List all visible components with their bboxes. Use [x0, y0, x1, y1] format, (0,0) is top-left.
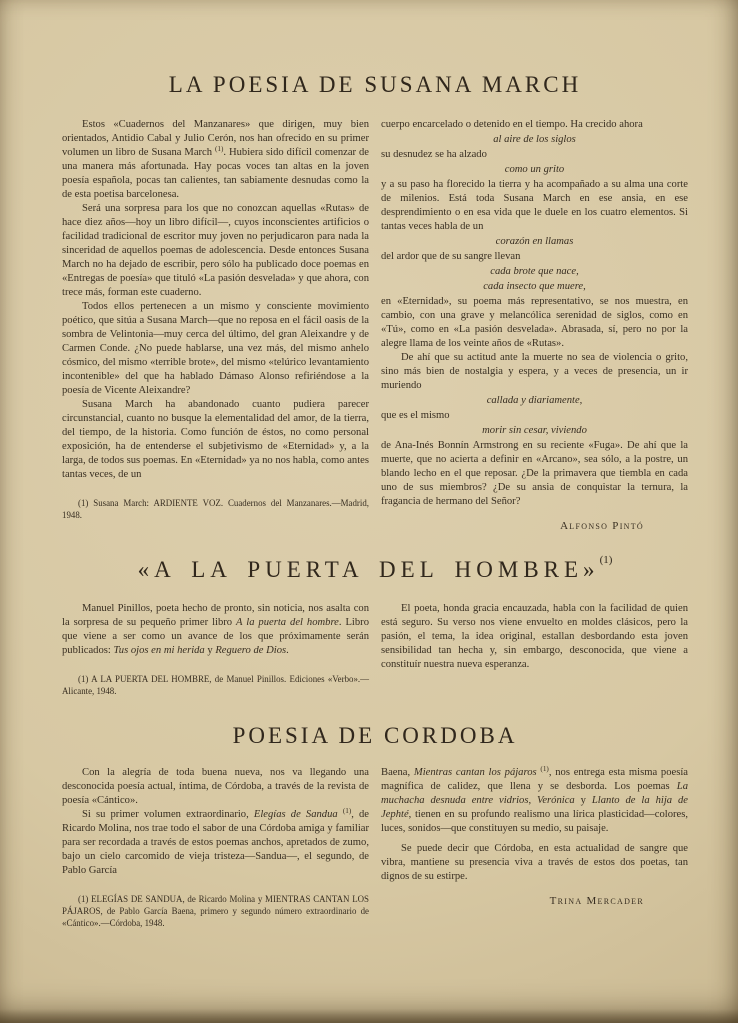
paragraph-continuation: del ardor que de su sangre llevan [381, 251, 521, 263]
article-susana-march-columns [62, 118, 688, 533]
author-signature: Trina Mercader [549, 894, 644, 907]
verse-line: como un grito [504, 164, 565, 176]
paragraph-continuation: en «Eternidad», su poema más representativo, se nos muestra, en cambio, con una grave y melancólica serenidad de siglos, como en «Tú», como en «La pasión desvelada». Abrasada, sí, pero no por la alegre llama de los veinte años de «Rutas». [381, 296, 688, 350]
verse-line: callada y diariamente, [486, 395, 583, 407]
verse-line: cada brote que nace, [490, 266, 579, 278]
article-title-susana-march [62, 72, 688, 98]
author-signature: Alfonso Pintó [560, 520, 644, 533]
footnote: (1) ELEGÍAS DE SANDUA, de Ricardo Molina y MIENTRAS CANTAN LOS PÁJAROS, de Pablo García Baena, primero y segundo número extraordinario de «Cántico».—Córdoba, 1948. [62, 893, 369, 928]
paragraph: Estos «Cuadernos del Manzanares» que dirigen, muy bien orientados, Antidio Cabal y Julio Cerón, nos han ofrecido en su primer volumen un libro de Susana March $^{(1)}$. Hubiera sido difícil comenzar de una manera más afortunada. Hay pocas voces tan altas en la joven poesía española, pocas tan calientes, tan sabiamente desnudas como la de esta poetisa barcelonesa. [62, 119, 369, 201]
article-cordoba-left-column [62, 766, 369, 929]
article-title-text: POESIA DE CORDOBA [232, 723, 518, 749]
article-susana-march-left-column [62, 118, 369, 533]
verse-line: morir sin cesar, viviendo [482, 425, 587, 437]
verse-line: cada insecto que muere, [483, 281, 586, 293]
paragraph-continuation: que es el mismo [381, 410, 450, 422]
verse-line: corazón en llamas [495, 236, 574, 248]
article-title-text: «A LA PUERTA DEL HOMBRE» [137, 557, 600, 583]
article-cordoba-right-column [381, 766, 688, 929]
article-susana-march-right-column [381, 118, 688, 533]
article-cordoba-columns [62, 766, 688, 929]
paragraph: De ahí que su actitud ante la muerte no sea de violencia o grito, sino más bien de nostalgia y espera, y a veces de presencia, un ir muriendo [381, 352, 688, 392]
article-title-text: LA POESIA DE SUSANA MARCH [168, 72, 582, 97]
paragraph-continuation: Baena, Mientras cantan los pájaros $^{(1)}$, nos entrega esta misma poesía magnífica de calidez, que llena y se desborda. Los poemas La muchacha desnuda entre vidrios, Verónica y Llanto de la hija de Jephté, tienen en su profundo realismo una lírica plasticidad—colores, luces, sonidos—que constituyen su medio, su paisaje. [381, 764, 689, 834]
title-footnote-marker: (1) [599, 554, 613, 567]
article-title-poesia-de-cordoba [62, 723, 688, 749]
verse-line: al aire de los siglos [493, 134, 576, 146]
paragraph-continuation: y a su paso ha florecido la tierra y ha acompañado a su alma una corte de milenios. Está toda Susana March en ese ansia, en ese desprendimiento o en esa vida que le duele en los cuatro elementos. Si tantas veces habla de un [381, 179, 688, 233]
paragraph: Todos ellos pertenecen a un mismo y consciente movimiento poético, que sitúa a Susana March—que no reposa en el fácil oasis de la sombra de Velintonia—muy cerca del último, del gran Aleixandre y de Carmen Conde. ¿No puede hablarse, una vez más, del mismo anhelo cósmico, del mismo «terrible brote», del mismo «telúrico levantamiento incontenible» del que ha hablado Dámaso Alonso refiriéndose a la poesía de Vicente Aleixandre? [62, 301, 369, 397]
paragraph-continuation: su desnudez se ha alzado [381, 149, 487, 161]
paragraph-continuation: cuerpo encarcelado o detenido en el tiempo. Ha crecido ahora [381, 119, 643, 131]
paragraph: Con la alegría de toda buena nueva, nos va llegando una desconocida poesía actual, íntima, de Córdoba, a través de la revista de poesía «Cántico». [62, 766, 369, 806]
footnote: (1) A LA PUERTA DEL HOMBRE, de Manuel Pinillos. Ediciones «Verbo».—Alicante, 1948. [62, 673, 369, 696]
paragraph: Manuel Pinillos, poeta hecho de pronto, sin noticia, nos asalta con la sorpresa de su pequeño primer libro A la puerta del hombre. Libro que viene a ser como un avance de los que próximamente serán publicados: Tus ojos en mi herida y Reguero de Dios. [62, 602, 369, 656]
paragraph: El poeta, honda gracia encauzada, habla con la facilidad de quien está seguro. Su verso nos viene envuelto en moldes clásicos, pero la pasión, el tema, la idea original, estallan desbordando esta joven sensibilidad tan hecha y, sin embargo, desconocida, que viene a constituír nuestra nueva esperanza. [381, 602, 688, 670]
article-title-a-la-puerta-del-hombre [62, 554, 688, 583]
article-a-la-puerta-columns [62, 602, 688, 698]
article-a-la-puerta-left-column [62, 602, 369, 698]
footnote: (1) Susana March: ARDIENTE VOZ. Cuadernos del Manzanares.—Madrid, 1948. [62, 498, 369, 521]
article-a-la-puerta-right-column [381, 602, 688, 698]
paragraph: Será una sorpresa para los que no conozcan aquellas «Rutas» de hace diez años—hoy un libro difícil—, cuyos inconscientes artificios o facilidad tradicional de escritor muy joven no perjudicaron para nada la sinceridad de aquellos poemas de adolescencia. Desde entonces Susana March no ha dejado de escribir, pero sólo ha publicado doce poemas en «Entregas de poesía» que tituló «La pasión desvelada» y que ahora, con trece más, forman este cuaderno. [62, 203, 369, 299]
paragraph: Susana March ha abandonado cuanto pudiera parecer circunstancial, cuanto no busque la elementalidad del amor, de la tierra, del tiempo, de la historia. Como función de éstos, no como personal exposición, ha de entenderse el subjetivismo de «Eternidad» y, a la larga, de todos sus poemas. En «Eternidad» ya no nos habla, como antes tantas veces, de un [62, 399, 369, 481]
paragraph: Se puede decir que Córdoba, en esta actualidad de sangre que vibra, mantiene su presencia viva a través de estos dos poetas, tan dignos de su estirpe. [381, 842, 688, 882]
paragraph: Si su primer volumen extraordinario, Elegías de Sandua $^{(1)}$, de Ricardo Molina, nos trae todo el sabor de una Córdoba amiga y familiar para ser recordada a través de estos poemas anchos, apretados de zumo, bajo un cielo carcomido de vieja tristeza—Sandua—, el segundo, de Pablo García [62, 806, 370, 876]
paragraph-continuation: de Ana-Inés Bonnín Armstrong en su reciente «Fuga». De ahí que la muerte, que no acierta a definir en «Arcano», sea sólo, a la postre, un blando lecho en el que reposar. ¿De la primavera que tiembla en cada uno de sus miembros? ¿De su ansia de conquistar la ternura, la fragancia de hermano del Señor? [381, 440, 688, 508]
